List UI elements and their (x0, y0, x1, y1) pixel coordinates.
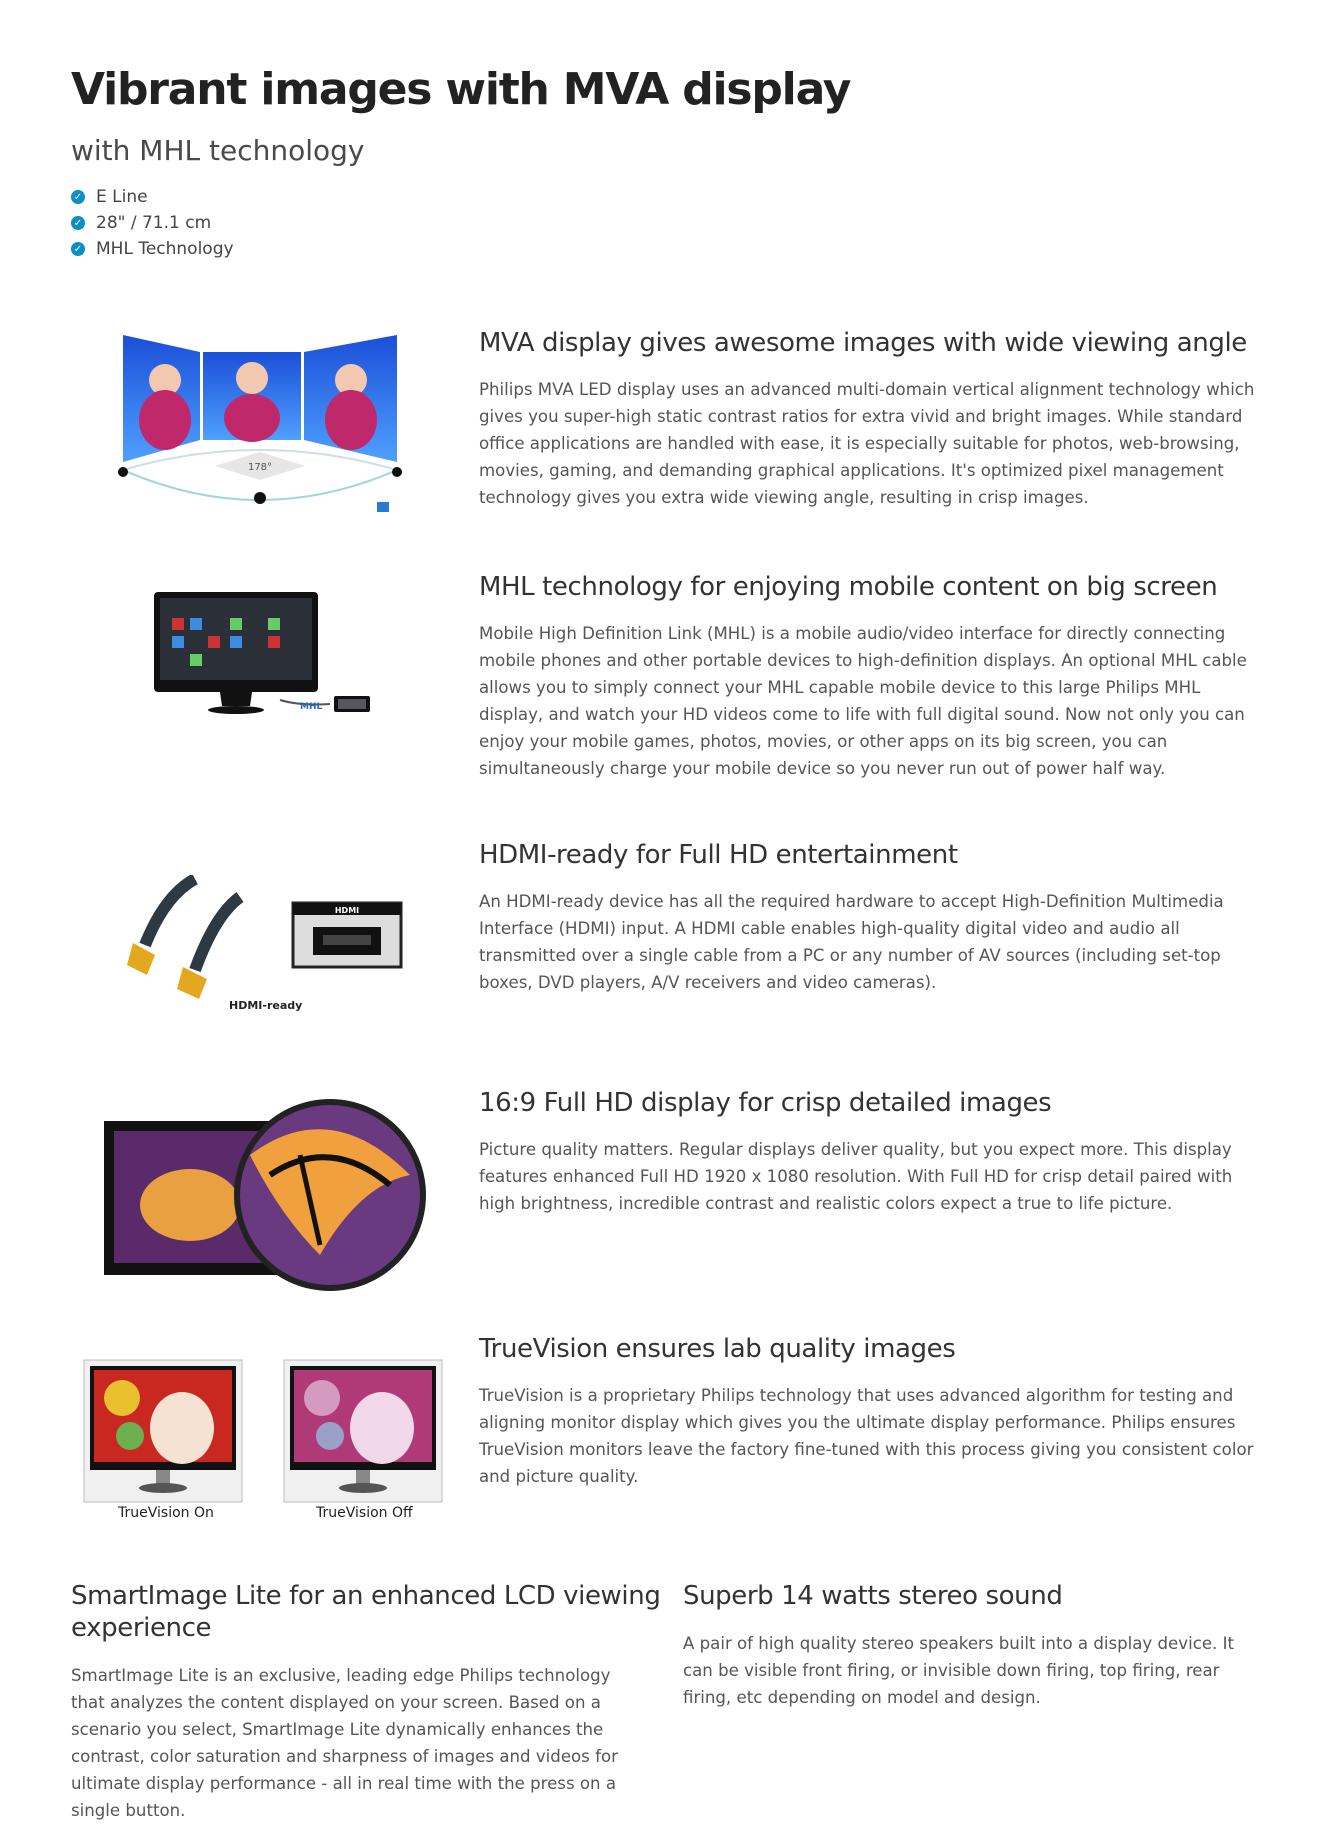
feature-title: SmartImage Lite for an enhanced LCD viewing experience (71, 1581, 661, 1643)
bullet-item: ✓ 28" / 71.1 cm (71, 210, 234, 236)
truevision-on-caption: TrueVision On (118, 1505, 214, 1521)
feature-body: SmartImage Lite is an exclusive, leading edge Philips technology that analyzes the content displayed on your screen. Based on a scenario you select, SmartImage Lite dynamically enhances the contrast, color saturation and sharpness of images and videos for ultimate display performance - all in real time with the press on a single button. (71, 1666, 618, 1820)
feature-mhl (479, 572, 1269, 782)
check-icon: ✓ (71, 190, 85, 204)
bullet-item: ✓ MHL Technology (71, 236, 234, 262)
hdmi-ready-caption: HDMI-ready (229, 999, 303, 1012)
truevision-off-caption: TrueVision Off (316, 1505, 413, 1521)
angle-label: 178° (247, 462, 273, 473)
feature-bullets (71, 184, 234, 262)
check-icon: ✓ (71, 242, 85, 256)
full-hd-butterfly-image (100, 1095, 430, 1295)
page-title: Vibrant images with MVA display (71, 64, 851, 115)
feature-mva (479, 328, 1269, 511)
check-icon: ✓ (71, 216, 85, 230)
bullet-item: ✓ E Line (71, 184, 234, 210)
feature-body: An HDMI-ready device has all the required hardware to accept High-Definition Multimedia Interface (HDMI) input. A HDMI cable enables high-quality digital video and audio all transmitted over a single cable from a PC or any number of AV sources (including set-top boxes, DVD players, A/V receivers and video cameras). (479, 892, 1224, 992)
feature-body: A pair of high quality stereo speakers built into a display device. It can be visible front firing, or invisible down firing, top firing, rear firing, etc depending on model and design. (683, 1634, 1234, 1707)
feature-smartimage (71, 1580, 661, 1824)
feature-body: Philips MVA LED display uses an advanced multi-domain vertical alignment technology which gives you super-high static contrast ratios for extra vivid and bright images. While standard office applications are handled with ease, it is especially suitable for photos, web-browsing, movies, gaming, and demanding graphical applications. It's optimized pixel management technology gives you extra wide viewing angle, resulting in crisp images. (479, 380, 1255, 507)
truevision-comparison-image (82, 1358, 452, 1508)
feature-body: TrueVision is a proprietary Philips technology that uses advanced algorithm for testing and aligning monitor display which gives you the ultimate display performance. Philips ensures TrueVision monitors leave the factory fine-tuned with this process giving you consistent color and picture quality. (479, 1386, 1254, 1486)
feature-title: MHL technology for enjoying mobile content on big screen (479, 572, 1218, 602)
feature-title: 16:9 Full HD display for crisp detailed images (479, 1088, 1052, 1118)
feature-hdmi (479, 840, 1269, 996)
hdmi-port-label: HDMI (334, 906, 360, 915)
feature-body: Picture quality matters. Regular displays deliver quality, but you expect more. This display features enhanced Full HD 1920 x 1080 resolution. With Full HD for crisp detail paired with high brightness, incredible contrast and realistic colors expect a true to life picture. (479, 1140, 1233, 1213)
feature-body: Mobile High Definition Link (MHL) is a mobile audio/video interface for directly connecting mobile phones and other portable devices to high-definition displays. An optional MHL cable allows you to simply connect your MHL capable mobile device to this large Philips MHL display, and watch your HD videos come to life with full digital sound. Now not only you can enjoy your mobile games, photos, movies, or other apps on its big screen, you can simultaneously charge your mobile device so you never run out of power half way. (479, 624, 1247, 778)
feature-stereo-sound (683, 1580, 1263, 1711)
feature-title: TrueVision ensures lab quality images (479, 1334, 956, 1364)
mva-viewing-angle-image (115, 330, 415, 530)
mhl-monitor-image (150, 588, 380, 728)
mhl-label: MHL (300, 702, 323, 712)
feature-title: MVA display gives awesome images with wide viewing angle (479, 328, 1247, 358)
feature-title: Superb 14 watts stereo sound (683, 1581, 1063, 1611)
feature-truevision (479, 1334, 1269, 1490)
feature-title: HDMI-ready for Full HD entertainment (479, 840, 958, 870)
feature-full-hd (479, 1088, 1269, 1217)
page-subtitle: with MHL technology (71, 134, 365, 167)
